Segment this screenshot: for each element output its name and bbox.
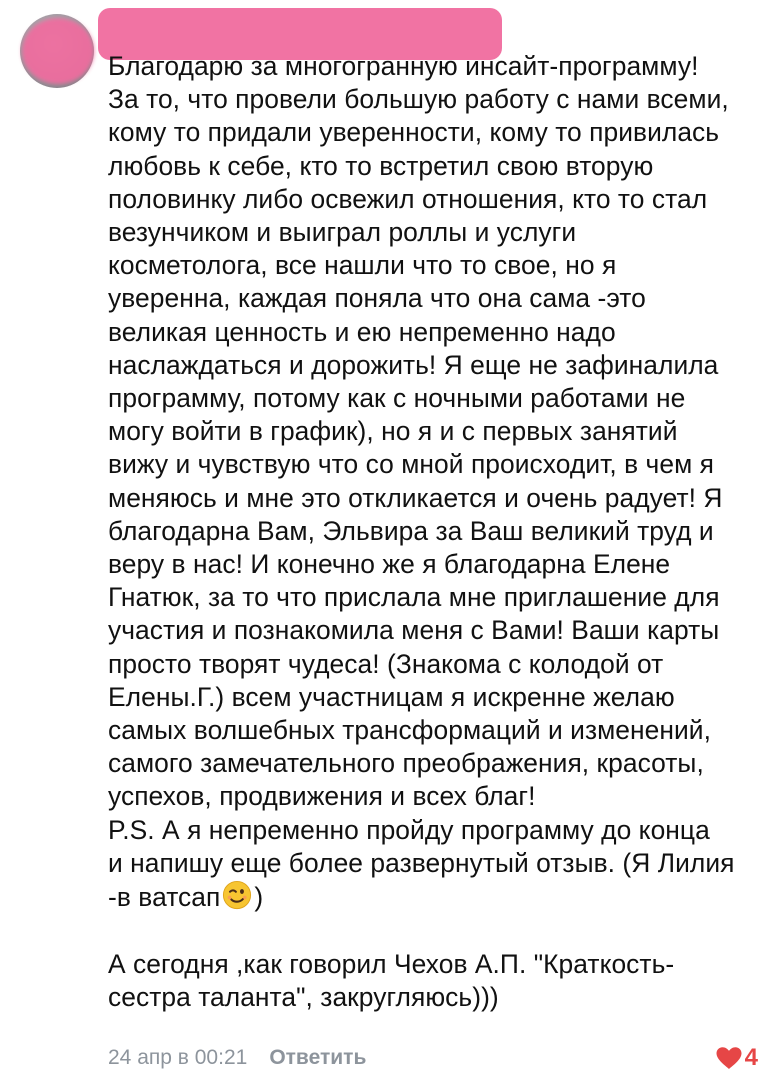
comment-line: вижу и чувствую что со мной происходит, в чем я [108, 449, 714, 480]
like-count: 4 [744, 1044, 758, 1071]
comment-line: P.S. А я непременно пройду программу до конца [108, 814, 710, 845]
comment-line: За то, что провели большую работу с нами всеми, [108, 84, 729, 115]
comment-line: А сегодня ,как говорил Чехов А.П. "Краткость- [108, 949, 675, 980]
comment-line: самого замечательного преображения, красоты, [108, 748, 704, 779]
comment-line: могу войти в график), но я и с первых занятий [108, 416, 678, 447]
comment-line: везунчиком и выиграл роллы и услуги [108, 217, 577, 248]
comment-text [108, 50, 764, 1015]
comment-text-segment: -в ватсап [108, 882, 221, 913]
heart-icon [715, 1046, 743, 1070]
comment-line: и напишу еще более развернутый отзыв. (Я Лилия [108, 847, 735, 878]
comment-footer [108, 1044, 758, 1072]
like-button[interactable] [715, 1044, 758, 1072]
blank-line [108, 914, 764, 948]
comment-line: великая ценность и ею непременно надо [108, 316, 616, 347]
avatar-redaction [22, 18, 94, 84]
comment-line: участия и познакомила меня с Вами! Ваши карты [108, 615, 720, 646]
reply-button[interactable]: Ответить [269, 1046, 367, 1069]
comment-timestamp[interactable]: 24 апр в 00:21 [108, 1046, 248, 1069]
comment-line: Гнатюк, за то что прислала мне приглашение для [108, 582, 720, 613]
comment-line: наслаждаться и дорожить! Я еще не зафиналила [108, 349, 719, 380]
comment-line: Благодарю за многогранную инсайт-программу! [108, 51, 699, 81]
comment-text-segment: ) [254, 882, 264, 913]
comment-line-with-emoji [108, 880, 764, 914]
winking-face-icon [222, 880, 252, 910]
comment-line: любовь к себе, кто то встретил свою вторую [108, 150, 654, 181]
comment-line: просто творят чудеса! (Знакома с колодой от [108, 648, 664, 679]
comment-line: половинку либо освежил отношения, кто то стал [108, 183, 708, 214]
comment-line: уверенна, каждая поняла что она сама -это [108, 283, 646, 314]
comment-line: сестра таланта", закругляюсь))) [108, 982, 499, 1013]
comment-line: благодарна Вам, Эльвира за Ваш великий труд и [108, 515, 714, 546]
comment-line: успехов, продвижения и всех благ! [108, 781, 536, 812]
comment-line: меняюсь и мне это откликается и очень радует! Я [108, 482, 723, 513]
comment-line: веру в нас! И конечно же я благодарна Елене [108, 549, 671, 580]
comment-line: кому то придали уверенности, кому то привилась [108, 117, 720, 148]
comment-line: Елены.Г.) всем участницам я искренне желаю [108, 681, 675, 712]
comment-line: косметолога, все нашли что то свое, но я [108, 250, 617, 281]
comment-line: программу, потому как с ночными работами не [108, 383, 686, 414]
comment-line: самых волшебных трансформаций и изменений, [108, 715, 711, 746]
